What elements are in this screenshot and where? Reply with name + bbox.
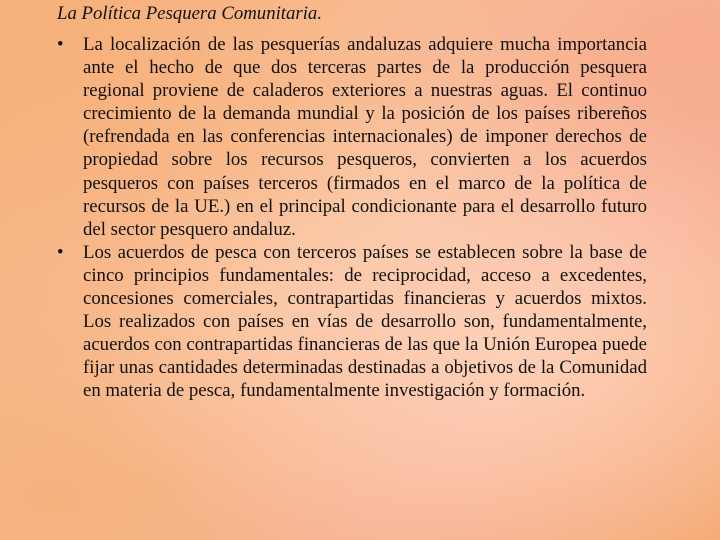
slide-title: La Política Pesquera Comunitaria.: [57, 3, 323, 24]
bullet-item: [57, 241, 647, 403]
bullet-icon: •: [57, 34, 64, 55]
bullet-icon: •: [57, 241, 64, 263]
bullet-item: [57, 33, 647, 241]
bullet-text: La localización de las pesquerías andaluzas adquiere mucha importancia ante el hecho de que dos terceras partes de la producción pesquera regional proviene de caladeros exteriores a nuestras aguas. El continuo crecimiento de la demanda mundial y la posición de los países ribereños (refrendada en las conferencias internacionales) de imponer derechos de propiedad sobre los recursos pesqueros, convierten a los acuerdos pesqueros con países terceros (firmados en el marco de la política de recursos de la UE.) en el principal condicionante para el desarrollo futuro del sector pesquero andaluz.: [83, 34, 647, 240]
bullet-text: Los acuerdos de pesca con terceros países se establecen sobre la base de cinco principios fundamentales: de reciprocidad, acceso a excedentes, concesiones comerciales, contrapartidas financieras y acuerdos mixtos. Los realizados con países en vías de desarrollo son, fundamentalmente, acuerdos con contrapartidas financieras de las que la Unión Europea puede fijar unas cantidades determinadas destinadas a objetivos de la Comunidad en materia de pesca, fundamentalmente investigación y formación.: [83, 241, 647, 402]
bullet-list: [57, 33, 647, 403]
